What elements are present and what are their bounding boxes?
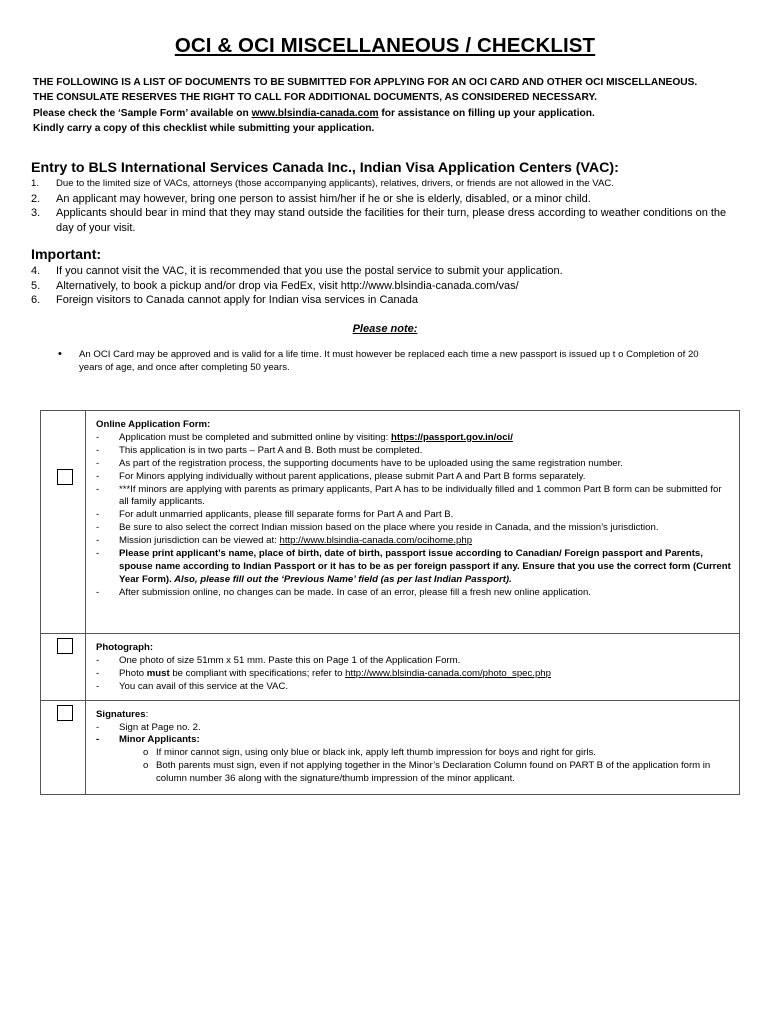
list-number: 1.: [31, 178, 40, 189]
list-text: [119, 432, 733, 445]
list-number: 3.: [31, 207, 41, 219]
checkbox-cell: [41, 411, 86, 634]
photo-item-2-bold: must: [146, 667, 170, 679]
bls-website-link[interactable]: www.blsindia-canada.com: [251, 107, 379, 119]
list-text: Sign at Page no. 2.: [119, 721, 201, 733]
photo-item-2-pre: Photo: [119, 667, 147, 679]
list-text: ***If minors are applying with parents as primary applicants, Part A has to be individually filled and 1 common Part B form can be submitted for all family applicants.: [119, 483, 722, 508]
photo-item-2-mid: be compliant with specifications; refer to: [169, 667, 346, 679]
list-text: [119, 668, 733, 681]
intro-line-4: Kindly carry a copy of this checklist while submitting your application.: [33, 123, 375, 135]
important-heading: Important:: [31, 247, 102, 263]
list-item: [96, 484, 733, 510]
list-text: An applicant may however, bring one person to assist him/her if he or she is elderly, disabled, or a minor child.: [56, 192, 591, 205]
important-list: [31, 264, 741, 308]
entry-list: [31, 177, 741, 235]
photo-spec-link[interactable]: http://www.blsindia-canada.com/photo_spec.php: [345, 667, 551, 679]
note-bullet: [58, 348, 718, 374]
list-number: 5.: [31, 279, 41, 292]
dash-marker: -: [96, 522, 100, 534]
photograph-checkbox[interactable]: [57, 638, 73, 654]
checklist-table: [40, 410, 740, 795]
dash-marker: -: [96, 483, 100, 495]
intro-block: [33, 75, 753, 137]
bullet-icon: •: [58, 348, 62, 360]
online-item-1-text: Application must be completed and submitted online by visiting:: [119, 431, 391, 443]
online-item-8-text: Mission jurisdiction can be viewed at:: [119, 535, 280, 547]
list-item: [96, 535, 733, 548]
list-text: Applicants should bear in mind that they may stand outside the facilities for their turn, please dress according to weather conditions on the day of your visit.: [56, 207, 727, 234]
list-text: One photo of size 51mm x 51 mm. Paste this on Page 1 of the Application Form.: [119, 654, 461, 666]
list-item: [31, 206, 741, 235]
list-item: [31, 279, 741, 294]
list-item: [31, 293, 741, 308]
list-text: As part of the registration process, the supporting documents have to be uploaded using the same registration number.: [119, 457, 623, 469]
list-number: 6.: [31, 294, 41, 306]
list-text: [119, 548, 733, 587]
list-item: [96, 655, 733, 668]
list-item: [96, 509, 733, 522]
signatures-checkbox[interactable]: [57, 705, 73, 721]
mission-jurisdiction-link[interactable]: http://www.blsindia-canada.com/ocihome.php: [279, 535, 473, 547]
list-text: Due to the limited size of VACs, attorneys (those accompanying applicants), relatives, drivers, or friends are not allowed in the VAC.: [56, 178, 614, 189]
dash-marker: -: [96, 680, 100, 692]
list-text: For Minors applying individually without parent applications, please submit Part A and Part B forms separately.: [119, 470, 586, 482]
photograph-title: Photograph:: [96, 642, 154, 653]
intro-line-3-post: for assistance on filling up your application.: [378, 107, 595, 119]
list-item: [31, 264, 741, 279]
signatures-title-row: [96, 709, 733, 722]
dash-marker: -: [96, 470, 100, 482]
online-item-9-bold: Please print applicant’s name, place of birth, date of birth, passport issue according to Canadian/ Foreign passport and Parents, spouse name according to Indian Passport or it has to be as per foreign passport if any. Ensure that you use the correct form (Current Year Form).: [119, 548, 731, 585]
signatures-section: [86, 700, 740, 794]
list-item: [96, 471, 733, 484]
list-item: [96, 681, 733, 694]
dash-marker: -: [96, 431, 100, 443]
checklist-row-signatures: [41, 700, 740, 794]
list-text: You can avail of this service at the VAC.: [119, 680, 289, 692]
list-text: Be sure to also select the correct Indian mission based on the place where you reside in Canada, and the mission’s jurisdiction.: [119, 522, 659, 534]
list-text: Minor Applicants:: [119, 734, 200, 746]
dash-marker: -: [96, 548, 100, 560]
please-note-heading: Please note:: [352, 323, 418, 335]
list-item: [96, 458, 733, 471]
list-item: [96, 722, 733, 735]
checkbox-cell: [41, 634, 86, 701]
list-item: [96, 587, 733, 600]
list-text: If you cannot visit the VAC, it is recommended that you use the postal service to submit your application.: [56, 265, 563, 277]
signatures-colon: :: [145, 708, 149, 720]
list-item: [96, 548, 733, 587]
dash-marker: -: [96, 444, 100, 456]
list-text: After submission online, no changes can be made. In case of an error, please fill a fresh new online application.: [119, 586, 591, 598]
list-item: [96, 734, 733, 747]
photograph-section: [86, 634, 740, 701]
page-title: OCI & OCI MISCELLANEOUS / CHECKLIST: [174, 34, 596, 57]
list-text: This application is in two parts – Part A and B. Both must be completed.: [119, 444, 423, 456]
list-number: 2.: [31, 192, 41, 205]
list-item: [96, 522, 733, 535]
checklist-row-photograph: [41, 634, 740, 701]
dash-marker: -: [96, 509, 100, 521]
circle-bullet-icon: o: [143, 747, 149, 759]
intro-line-3: [33, 106, 753, 121]
dash-marker: -: [96, 654, 100, 666]
list-text: Both parents must sign, even if not applying together in the Minor’s Declaration Column found on PART B of the application form in column number 36 along with the signature/thumb impression of the minor applicant.: [156, 760, 711, 785]
list-item: [96, 432, 733, 445]
circle-bullet-icon: o: [143, 760, 149, 772]
list-number: 4.: [31, 265, 41, 277]
list-item: [96, 445, 733, 458]
sub-list-item: [96, 747, 733, 760]
intro-line-2: THE CONSULATE RESERVES THE RIGHT TO CALL FOR ADDITIONAL DOCUMENTS, AS CONSIDERED NECESSARY.: [33, 92, 597, 104]
sub-list-item: [96, 760, 733, 786]
list-text: Foreign visitors to Canada cannot apply for Indian visa services in Canada: [56, 294, 418, 306]
checkbox-cell: [41, 700, 86, 794]
online-item-9-italic: Also, please fill out the ‘Previous Name’ field (as per last Indian Passport).: [171, 573, 512, 585]
list-item: [31, 192, 741, 207]
online-form-checkbox[interactable]: [57, 469, 73, 485]
entry-heading: Entry to BLS International Services Canada Inc., Indian Visa Application Centers (VAC):: [31, 160, 619, 176]
note-text: An OCI Card may be approved and is valid for a life time. It must however be replaced each time a new passport is issued up t o Completion of 20 years of age, and once after completing 50 years.: [79, 349, 699, 374]
list-text: Alternatively, to book a pickup and/or drop via FedEx, visit http://www.blsindia-canada.com/vas/: [56, 279, 519, 292]
dash-marker: -: [96, 667, 100, 679]
dash-marker: -: [96, 721, 100, 733]
intro-line-1: THE FOLLOWING IS A LIST OF DOCUMENTS TO BE SUBMITTED FOR APPLYING FOR AN OCI CARD AND OTHER OCI MISCELLANEOUS.: [33, 77, 698, 88]
online-form-title: Online Application Form:: [96, 419, 211, 430]
list-item: [31, 177, 741, 192]
dash-marker: -: [96, 457, 100, 469]
list-text: [119, 535, 733, 548]
list-text: For adult unmarried applicants, please fill separate forms for Part A and Part B.: [119, 509, 454, 521]
online-form-section: [86, 411, 740, 634]
signatures-title: Signatures: [96, 708, 146, 720]
dash-marker: -: [96, 586, 100, 598]
list-text: If minor cannot sign, using only blue or black ink, apply left thumb impression for boys and right for girls.: [156, 747, 596, 759]
dash-marker: -: [96, 535, 100, 547]
list-item: [96, 668, 733, 681]
dash-marker: -: [96, 734, 100, 746]
intro-line-3-pre: Please check the ‘Sample Form’ available on: [33, 107, 252, 119]
checklist-row-online-form: [41, 411, 740, 634]
passport-gov-link[interactable]: https://passport.gov.in/oci/: [390, 431, 513, 443]
